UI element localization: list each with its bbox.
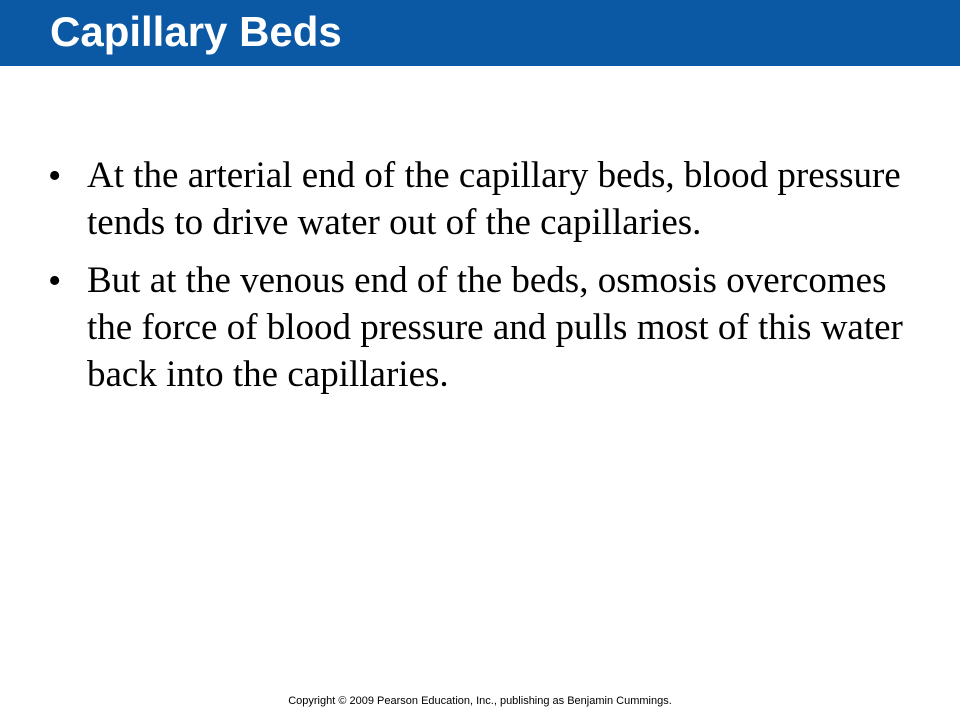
bullet-text: But at the venous end of the beds, osmosis overcomes the force of blood pressure and pulls most of this water back into the capillaries.	[87, 260, 903, 395]
bullet-text: At the arterial end of the capillary beds, blood pressure tends to drive water out of the capillaries.	[87, 155, 901, 243]
copyright-notice: Copyright © 2009 Pearson Education, Inc., publishing as Benjamin Cummings.	[288, 695, 672, 707]
bullet-item	[48, 152, 920, 246]
title-bar	[0, 0, 960, 66]
slide-title: Capillary Beds	[50, 8, 342, 55]
bullet-item	[48, 257, 920, 398]
bullet-marker: •	[48, 260, 62, 302]
bullet-list	[48, 152, 920, 409]
bullet-marker: •	[48, 155, 62, 197]
